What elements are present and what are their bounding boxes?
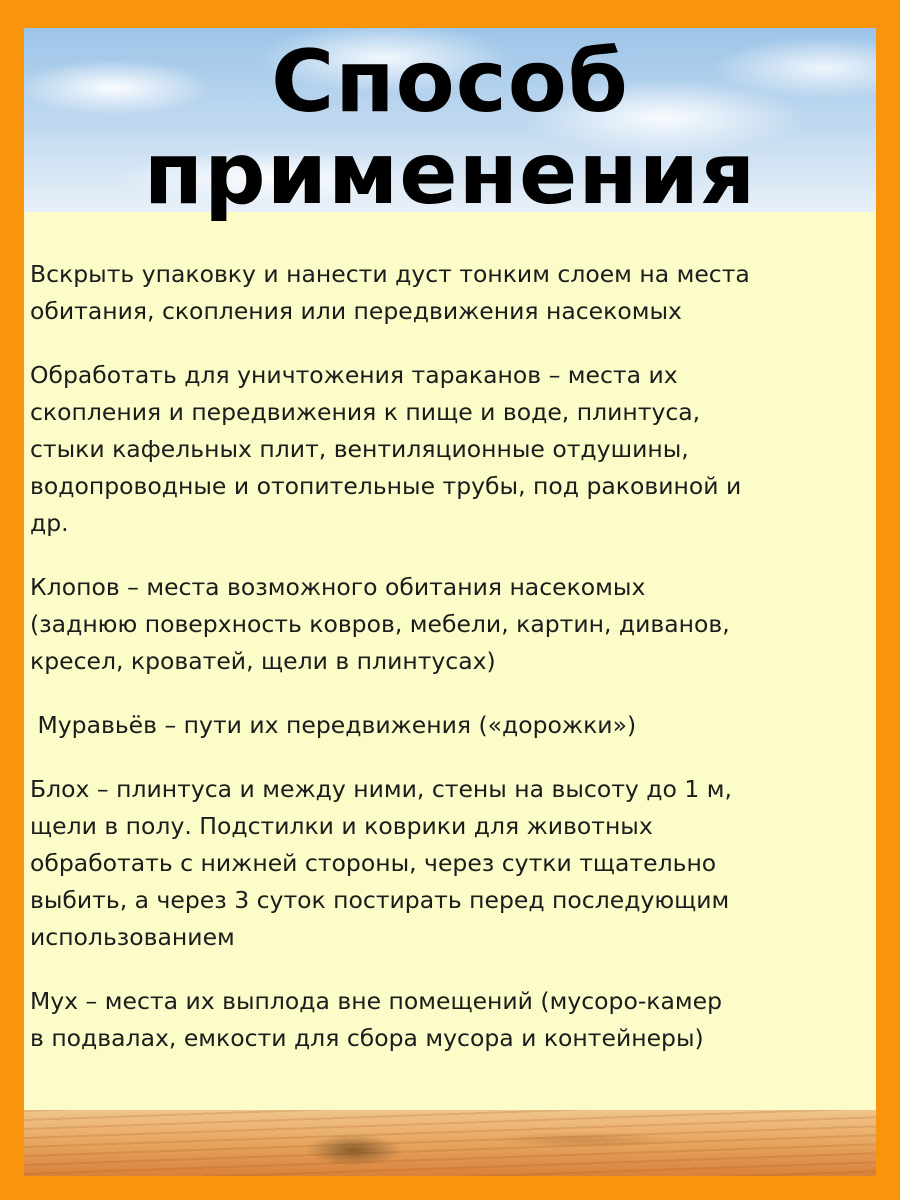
text-line: Муравьёв – пути их передвижения («дорожки») [30, 711, 637, 739]
text-line: использованием [30, 923, 235, 951]
text-line: скопления и передвижения к пище и воде, плинтуса, [30, 398, 701, 426]
page-title [24, 32, 876, 224]
paragraph-cockroaches [30, 357, 876, 542]
text-line: Мух – места их выплода вне помещений (мусоро-камер [30, 987, 722, 1015]
text-line: Клопов – места возможного обитания насекомых [30, 573, 646, 601]
title-line-2: применения [143, 124, 757, 224]
text-line: кресел, кроватей, щели в плинтусах) [30, 647, 496, 675]
text-line: выбить, а через 3 суток постирать перед последующим [30, 886, 730, 914]
paragraph-ants [30, 707, 876, 744]
text-line: Блох – плинтуса и между ними, стены на высоту до 1 м, [30, 775, 733, 803]
title-line-1: Способ [271, 32, 629, 132]
text-line: Обработать для уничтожения тараканов – места их [30, 361, 678, 389]
text-line: обработать с нижней стороны, через сутки тщательно [30, 849, 717, 877]
paragraph-general [30, 256, 876, 330]
paragraph-flies [30, 983, 876, 1057]
text-line: обитания, скопления или передвижения насекомых [30, 297, 682, 325]
paragraph-fleas [30, 771, 876, 956]
text-line: (заднюю поверхность ковров, мебели, картин, диванов, [30, 610, 730, 638]
text-line: в подвалах, емкости для сбора мусора и контейнеры) [30, 1024, 704, 1052]
instructions-text [30, 256, 876, 1084]
text-line: др. [30, 509, 69, 537]
paragraph-bedbugs [30, 569, 876, 680]
sky-banner [24, 28, 876, 224]
text-line: щели в полу. Подстилки и коврики для животных [30, 812, 653, 840]
text-line: водопроводные и отопительные трубы, под раковиной и [30, 472, 742, 500]
wood-texture-strip [24, 1110, 876, 1176]
content-panel [24, 28, 876, 1176]
text-line: стыки кафельных плит, вентиляционные отдушины, [30, 435, 689, 463]
text-line: Вскрыть упаковку и нанести дуст тонким слоем на места [30, 260, 750, 288]
